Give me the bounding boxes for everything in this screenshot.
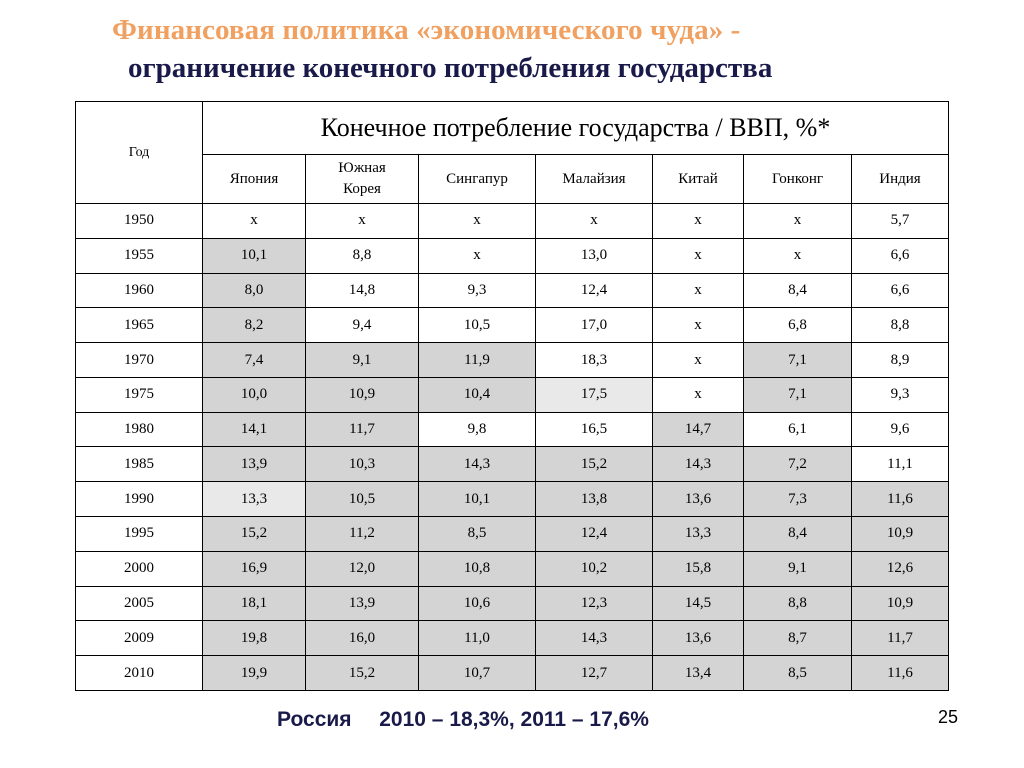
table-row bbox=[76, 551, 949, 586]
table-row bbox=[76, 238, 949, 273]
value-cell: x bbox=[653, 343, 744, 378]
value-cell: 15,2 bbox=[536, 447, 653, 482]
value-cell: 9,1 bbox=[744, 551, 852, 586]
value-cell: 7,3 bbox=[744, 482, 852, 517]
value-cell: 19,9 bbox=[203, 656, 306, 691]
value-cell: 13,0 bbox=[536, 238, 653, 273]
value-cell: 12,6 bbox=[852, 551, 949, 586]
value-cell: 11,6 bbox=[852, 482, 949, 517]
value-cell: x bbox=[419, 204, 536, 239]
value-cell: 10,1 bbox=[419, 482, 536, 517]
country-header: Сингапур bbox=[419, 155, 536, 204]
value-cell: x bbox=[744, 204, 852, 239]
table-row bbox=[76, 204, 949, 239]
year-cell: 1950 bbox=[76, 204, 203, 239]
country-header-text: Южная Корея bbox=[338, 160, 386, 197]
value-cell: 17,5 bbox=[536, 377, 653, 412]
value-cell: 10,9 bbox=[852, 586, 949, 621]
value-cell: 11,2 bbox=[306, 517, 419, 552]
footer-label: Россия bbox=[277, 708, 352, 731]
country-header: Индия bbox=[852, 155, 949, 204]
table-row bbox=[76, 447, 949, 482]
value-cell: 11,7 bbox=[306, 412, 419, 447]
value-cell: x bbox=[653, 273, 744, 308]
table-body bbox=[76, 204, 949, 691]
value-cell: 10,2 bbox=[536, 551, 653, 586]
value-cell: 12,7 bbox=[536, 656, 653, 691]
value-cell: 10,3 bbox=[306, 447, 419, 482]
value-cell: 8,7 bbox=[744, 621, 852, 656]
value-cell: 13,6 bbox=[653, 621, 744, 656]
value-cell: 6,8 bbox=[744, 308, 852, 343]
value-cell: 7,1 bbox=[744, 343, 852, 378]
value-cell: 9,4 bbox=[306, 308, 419, 343]
value-cell: 13,9 bbox=[203, 447, 306, 482]
value-cell: 7,2 bbox=[744, 447, 852, 482]
value-cell: 10,4 bbox=[419, 377, 536, 412]
value-cell: x bbox=[419, 238, 536, 273]
country-header: Япония bbox=[203, 155, 306, 204]
value-cell: 13,3 bbox=[203, 482, 306, 517]
year-cell: 1960 bbox=[76, 273, 203, 308]
table-row bbox=[76, 586, 949, 621]
country-header bbox=[306, 155, 419, 204]
year-cell: 1990 bbox=[76, 482, 203, 517]
value-cell: 9,6 bbox=[852, 412, 949, 447]
value-cell: 13,9 bbox=[306, 586, 419, 621]
value-cell: 19,8 bbox=[203, 621, 306, 656]
value-cell: 14,7 bbox=[653, 412, 744, 447]
value-cell: 16,5 bbox=[536, 412, 653, 447]
value-cell: 8,2 bbox=[203, 308, 306, 343]
value-cell: 10,5 bbox=[419, 308, 536, 343]
value-cell: 18,3 bbox=[536, 343, 653, 378]
value-cell: 9,8 bbox=[419, 412, 536, 447]
value-cell: 10,0 bbox=[203, 377, 306, 412]
value-cell: 6,1 bbox=[744, 412, 852, 447]
value-cell: 12,4 bbox=[536, 273, 653, 308]
value-cell: 14,3 bbox=[419, 447, 536, 482]
page-number: 25 bbox=[938, 707, 959, 727]
value-cell: 12,0 bbox=[306, 551, 419, 586]
value-cell: 15,2 bbox=[203, 517, 306, 552]
value-cell: 11,7 bbox=[852, 621, 949, 656]
table-row bbox=[76, 482, 949, 517]
value-cell: 9,1 bbox=[306, 343, 419, 378]
value-cell: 8,4 bbox=[744, 273, 852, 308]
year-cell: 2009 bbox=[76, 621, 203, 656]
value-cell: 11,9 bbox=[419, 343, 536, 378]
value-cell: 8,8 bbox=[744, 586, 852, 621]
value-cell: 13,4 bbox=[653, 656, 744, 691]
year-cell: 1995 bbox=[76, 517, 203, 552]
value-cell: x bbox=[536, 204, 653, 239]
value-cell: x bbox=[653, 238, 744, 273]
value-cell: x bbox=[653, 377, 744, 412]
country-header: Гонконг bbox=[744, 155, 852, 204]
value-cell: 14,3 bbox=[653, 447, 744, 482]
value-cell: 12,3 bbox=[536, 586, 653, 621]
value-cell: 8,5 bbox=[744, 656, 852, 691]
value-cell: 10,5 bbox=[306, 482, 419, 517]
value-cell: x bbox=[653, 308, 744, 343]
year-cell: 1970 bbox=[76, 343, 203, 378]
year-cell: 1980 bbox=[76, 412, 203, 447]
value-cell: 10,7 bbox=[419, 656, 536, 691]
value-cell: 8,8 bbox=[306, 238, 419, 273]
value-cell: x bbox=[306, 204, 419, 239]
year-cell: 1985 bbox=[76, 447, 203, 482]
value-cell: 13,6 bbox=[653, 482, 744, 517]
value-cell: 10,6 bbox=[419, 586, 536, 621]
value-cell: x bbox=[653, 204, 744, 239]
value-cell: 9,3 bbox=[852, 377, 949, 412]
country-header: Китай bbox=[653, 155, 744, 204]
value-cell: 11,0 bbox=[419, 621, 536, 656]
value-cell: 9,3 bbox=[419, 273, 536, 308]
value-cell: x bbox=[203, 204, 306, 239]
value-cell: 7,1 bbox=[744, 377, 852, 412]
year-cell: 2000 bbox=[76, 551, 203, 586]
country-header: Малайзия bbox=[536, 155, 653, 204]
footer-note bbox=[277, 708, 649, 732]
value-cell: 11,6 bbox=[852, 656, 949, 691]
value-cell: 14,5 bbox=[653, 586, 744, 621]
table-row bbox=[76, 377, 949, 412]
value-cell: 10,9 bbox=[306, 377, 419, 412]
value-cell: 16,0 bbox=[306, 621, 419, 656]
value-cell: 14,3 bbox=[536, 621, 653, 656]
value-cell: 8,4 bbox=[744, 517, 852, 552]
value-cell: 8,5 bbox=[419, 517, 536, 552]
year-cell: 2010 bbox=[76, 656, 203, 691]
year-cell: 2005 bbox=[76, 586, 203, 621]
value-cell: 13,3 bbox=[653, 517, 744, 552]
value-cell: 10,9 bbox=[852, 517, 949, 552]
value-cell: 5,7 bbox=[852, 204, 949, 239]
table-row bbox=[76, 412, 949, 447]
value-cell: x bbox=[744, 238, 852, 273]
slide-subtitle: ограничение конечного потребления государства bbox=[128, 52, 773, 84]
table-row bbox=[76, 656, 949, 691]
table-row bbox=[76, 621, 949, 656]
header-row-main bbox=[76, 102, 949, 155]
value-cell: 6,6 bbox=[852, 273, 949, 308]
value-cell: 14,8 bbox=[306, 273, 419, 308]
value-cell: 6,6 bbox=[852, 238, 949, 273]
value-cell: 14,1 bbox=[203, 412, 306, 447]
table-row bbox=[76, 517, 949, 552]
value-cell: 10,8 bbox=[419, 551, 536, 586]
year-cell: 1955 bbox=[76, 238, 203, 273]
slide-title: Финансовая политика «экономического чуда» - bbox=[112, 14, 741, 46]
value-cell: 12,4 bbox=[536, 517, 653, 552]
value-cell: 8,0 bbox=[203, 273, 306, 308]
table-row bbox=[76, 273, 949, 308]
footer-text: 2010 – 18,3%, 2011 – 17,6% bbox=[379, 708, 649, 731]
table-main-header: Конечное потребление государства / ВВП, %* bbox=[203, 102, 949, 155]
value-cell: 15,8 bbox=[653, 551, 744, 586]
value-cell: 8,9 bbox=[852, 343, 949, 378]
table-row bbox=[76, 308, 949, 343]
header-row-countries bbox=[76, 155, 949, 204]
value-cell: 18,1 bbox=[203, 586, 306, 621]
value-cell: 11,1 bbox=[852, 447, 949, 482]
value-cell: 16,9 bbox=[203, 551, 306, 586]
value-cell: 13,8 bbox=[536, 482, 653, 517]
year-column-header: Год bbox=[76, 102, 203, 204]
year-cell: 1975 bbox=[76, 377, 203, 412]
year-cell: 1965 bbox=[76, 308, 203, 343]
value-cell: 7,4 bbox=[203, 343, 306, 378]
value-cell: 15,2 bbox=[306, 656, 419, 691]
value-cell: 8,8 bbox=[852, 308, 949, 343]
value-cell: 10,1 bbox=[203, 238, 306, 273]
consumption-table bbox=[75, 101, 949, 691]
table-row bbox=[76, 343, 949, 378]
value-cell: 17,0 bbox=[536, 308, 653, 343]
